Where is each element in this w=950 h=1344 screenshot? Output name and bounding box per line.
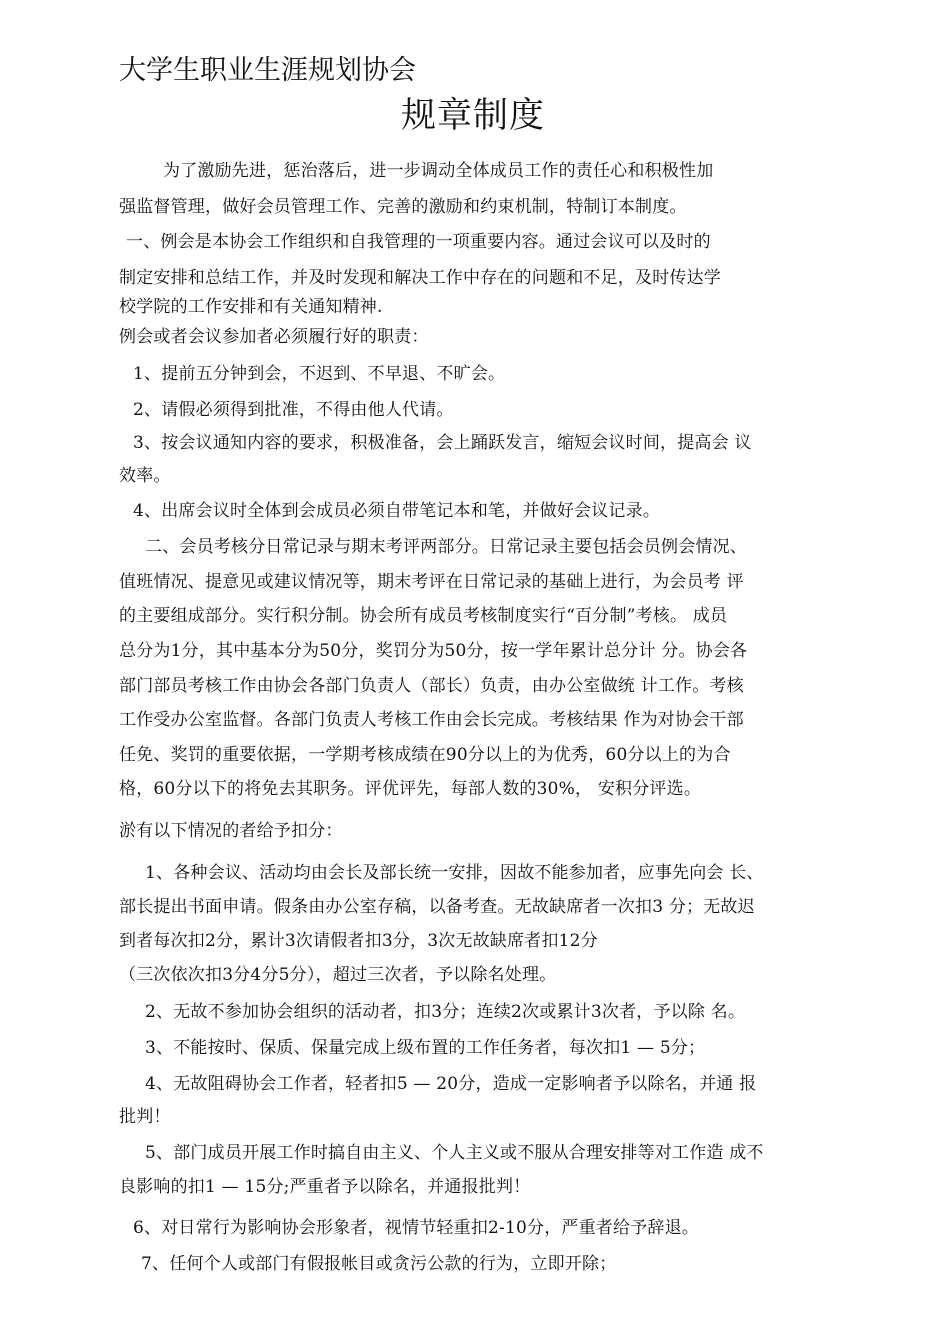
- paragraph-line: 制定安排和总结工作，并及时发现和解决工作中存在的问题和不足，及时传达学: [119, 268, 721, 288]
- paragraph-line: 工作受办公室监督。各部门负责人考核工作由会长完成。考核结果 作为对协会干部: [119, 710, 744, 730]
- paragraph-line: （三次依次扣3分4分5分），超过三次者，予以除名处理。: [119, 965, 557, 985]
- paragraph-line: 值班情况、提意见或建议情况等，期末考评在日常记录的基础上进行，为会员考 评: [119, 572, 744, 592]
- paragraph-line: 部门部员考核工作由协会各部门负责人（部长）负责，由办公室做统 计工作。考核: [119, 676, 744, 696]
- paragraph-line: 二、会员考核分日常记录与期末考评两部分。日常记录主要包括会员例会情况、: [145, 537, 747, 557]
- paragraph-line: 部长提出书面申请。假条由办公室存稿，以备考查。无故缺席者一次扣3 分；无故迟: [119, 897, 755, 917]
- paragraph-line: 任免、奖罚的重要依据，一学期考核成绩在90分以上的为优秀，60分以上的为合: [119, 745, 731, 765]
- paragraph-line: 强监督管理，做好会员管理工作、完善的激励和约束机制，特制订本制度。: [119, 197, 687, 217]
- list-item: 2、请假必须得到批准，不得由他人代请。: [133, 400, 454, 420]
- document-title: 规章制度: [401, 96, 546, 136]
- list-item: 1、提前五分钟到会，不迟到、不早退、不旷会。: [133, 364, 506, 384]
- paragraph-line: 良影响的扣1 — 15分;严重者予以除名，并通报批判！: [119, 1177, 531, 1197]
- list-item: 5、部门成员开展工作时搞自由主义、个人主义或不服从合理安排等对工作造 成不: [145, 1143, 764, 1163]
- paragraph-line: 效率。: [119, 466, 171, 486]
- paragraph-line: 例会或者会议参加者必须履行好的职责：: [119, 327, 429, 347]
- list-item: 6、对日常行为影响协会形象者，视情节轻重扣2-10分，严重者给予辞退。: [133, 1218, 700, 1238]
- list-item: 2、无故不参加协会组织的活动者，扣3分；连续2次或累计3次者，予以除 名。: [145, 1002, 746, 1022]
- paragraph-line: 批判！: [119, 1107, 171, 1127]
- list-item: 7、任何个人或部门有假报帐目或贪污公款的行为，立即开除；: [141, 1254, 617, 1274]
- list-item: 4、无故阻碍协会工作者，轻者扣5 — 20分，造成一定影响者予以除名，并通 报: [145, 1074, 757, 1094]
- paragraph-line: 总分为1分，其中基本分为50分，奖罚分为50分，按一学年累计总分计 分。协会各: [119, 641, 748, 661]
- list-item: 3、按会议通知内容的要求，积极准备，会上踊跃发言，缩短会议时间，提高会 议: [133, 433, 752, 453]
- paragraph-line: 校学院的工作安排和有关通知精神.: [119, 297, 383, 317]
- list-item: 3、不能按时、保质、保量完成上级布置的工作任务者，每次扣1 — 5分；: [145, 1038, 706, 1058]
- list-item: 1、各种会议、活动均由会长及部长统一安排，因故不能参加者，应事先向会 长、: [145, 863, 764, 883]
- paragraph-line: 到者每次扣2分，累计3次请假者扣3分，3次无故缺席者扣12分: [119, 931, 598, 951]
- paragraph-line: 的主要组成部分。实行积分制。协会所有成员考核制度实行“百分制”考核。 成员: [119, 606, 728, 626]
- list-item: 4、出席会议时全体到会成员必须自带笔记本和笔，并做好会议记录。: [133, 501, 661, 521]
- paragraph-line: 为了激励先进，惩治落后，进一步调动全体成员工作的责任心和积极性加: [163, 161, 714, 181]
- paragraph-line: 格，60分以下的将免去其职务。评优评先，每部人数的30%， 安积分评选。: [119, 779, 702, 799]
- paragraph-line: 一、例会是本协会工作组织和自我管理的一项重要内容。通过会议可以及时的: [126, 232, 711, 252]
- paragraph-line: 淤有以下情况的者给予扣分：: [119, 821, 343, 841]
- organization-name: 大学生职业生涯规划协会: [119, 55, 416, 86]
